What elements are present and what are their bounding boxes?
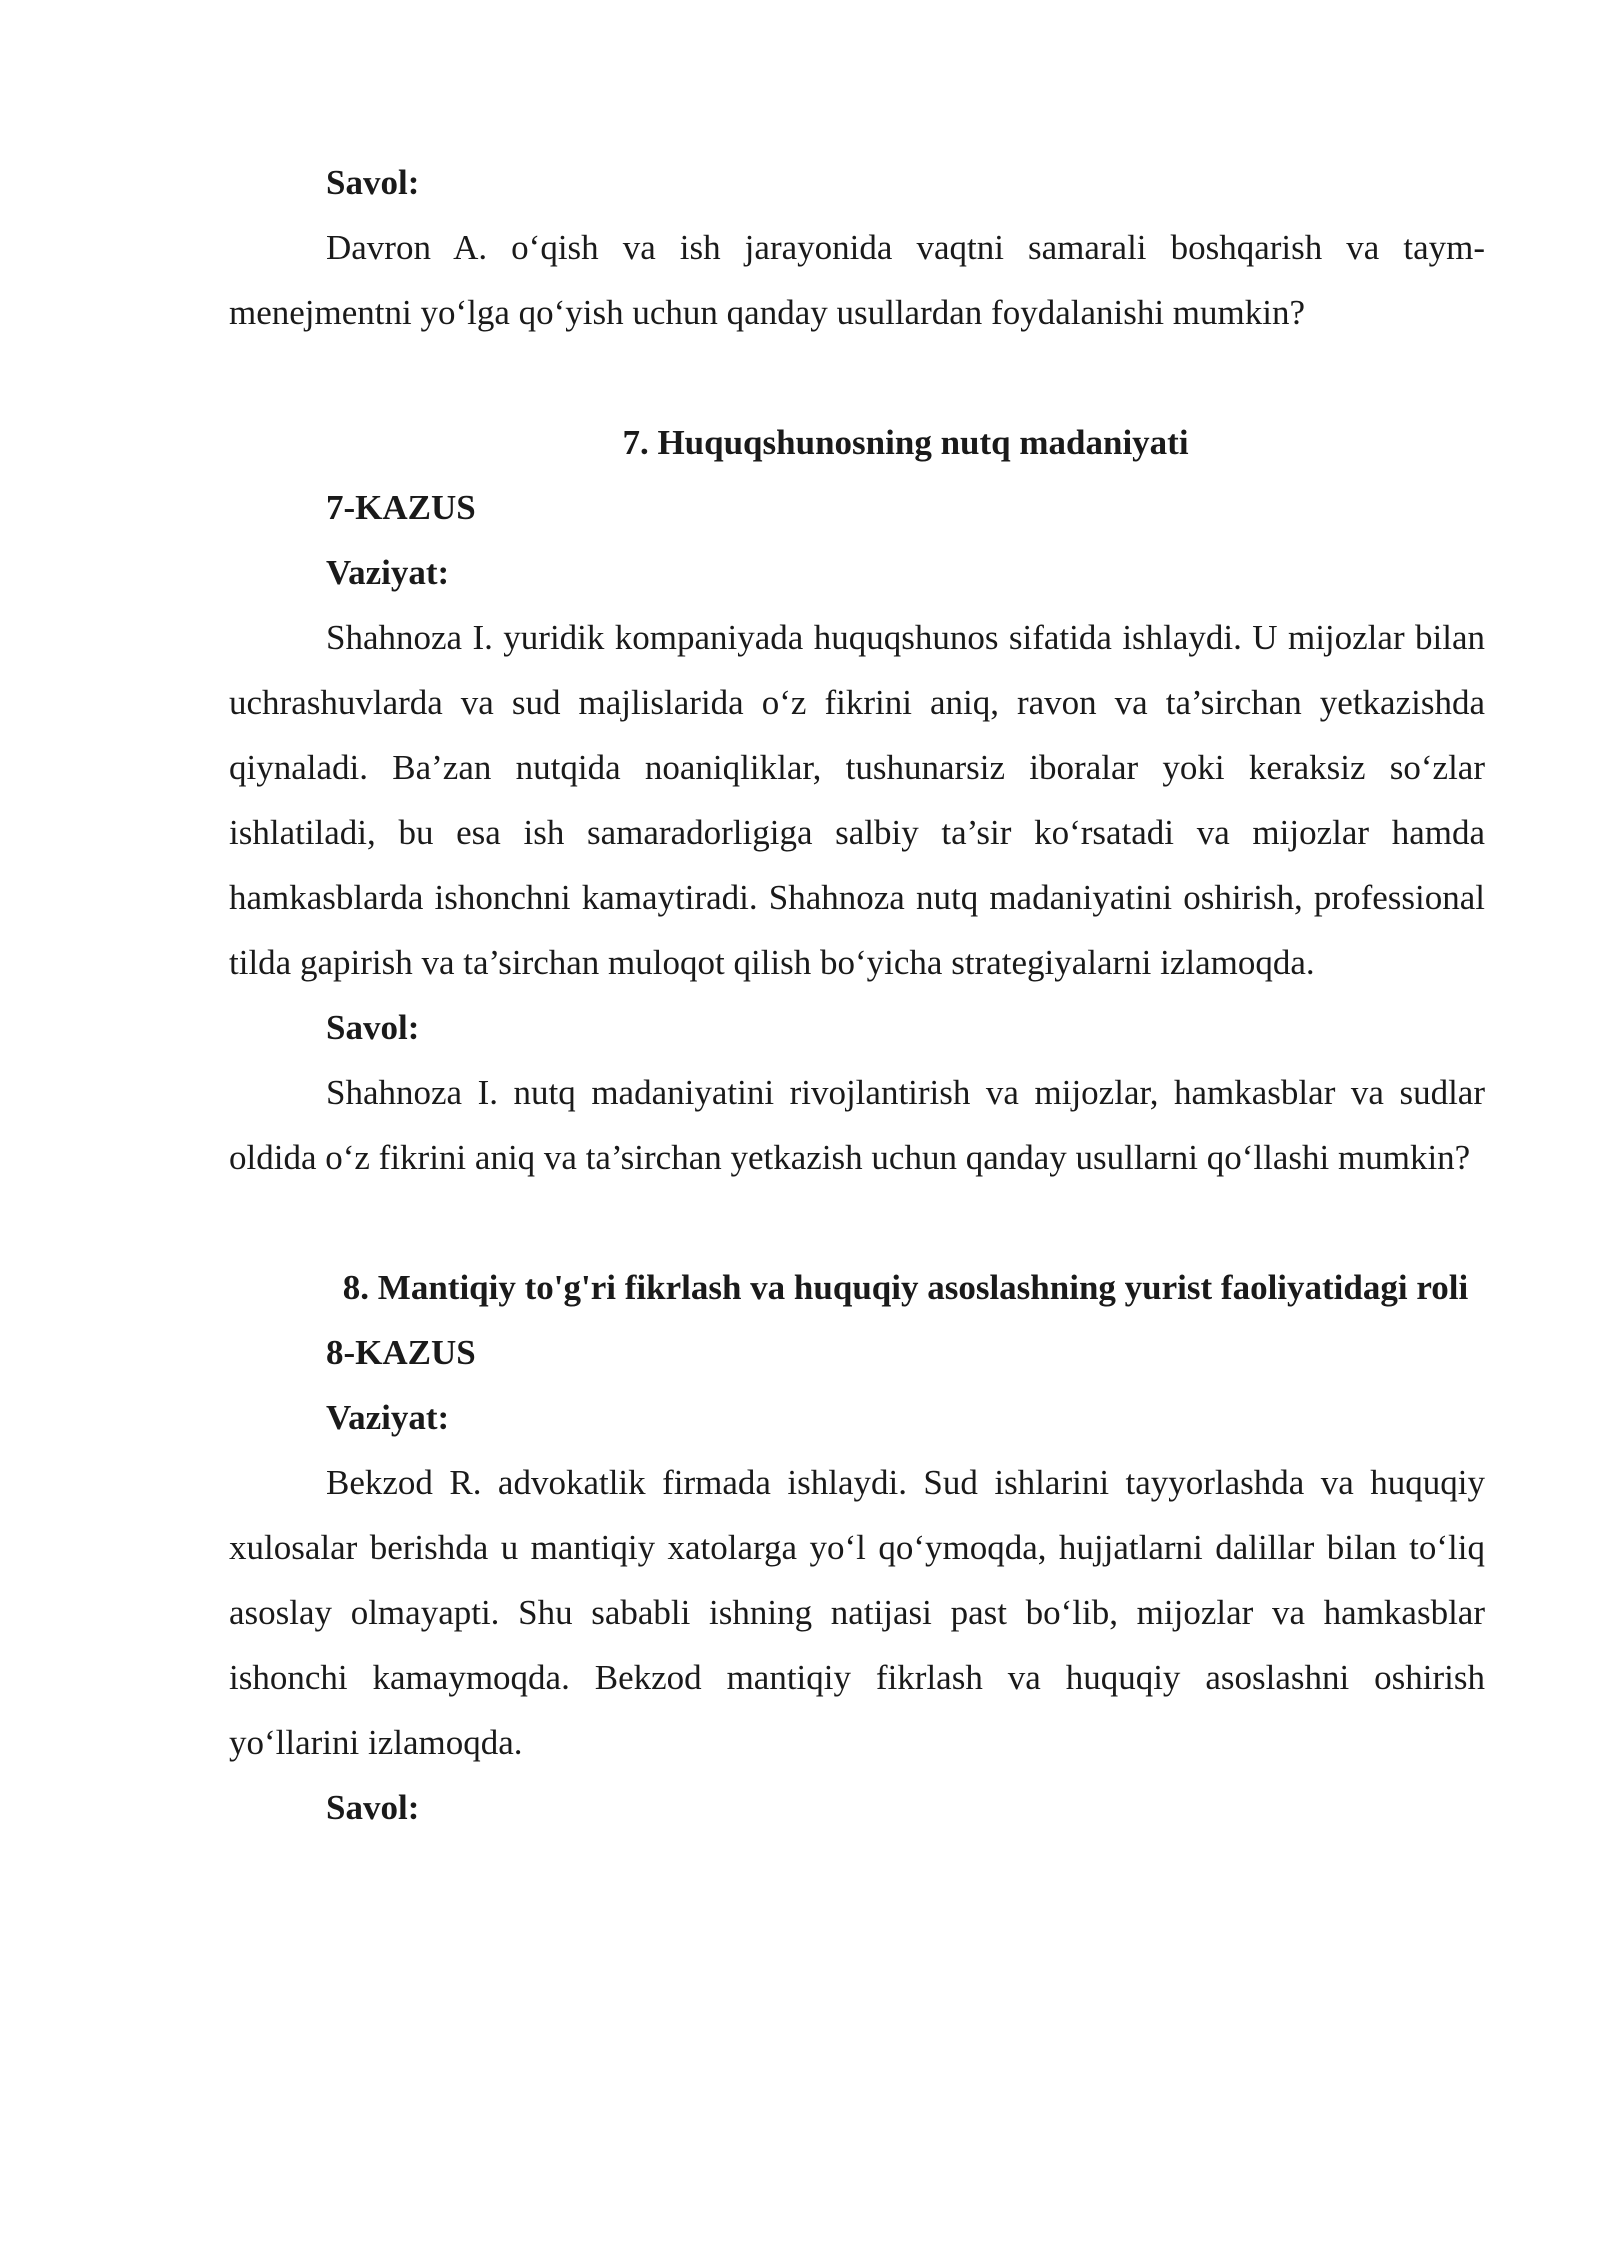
question-label-7: Savol:	[326, 1008, 420, 1047]
case-label-8: 8-KAZUS	[326, 1333, 476, 1372]
question-label-8: Savol:	[326, 1788, 420, 1827]
section-heading-7: 7. Huquqshunosning nutq madaniyati	[622, 423, 1189, 462]
situation-paragraph-7: Shahnoza I. yuridik kompaniyada huquqshunos sifatida ishlaydi. U mijozlar bilan uchrashuvlarda va sud majlislarida o‘z fikrini aniq, ravon va ta’sirchan yetkazishda qiynaladi. Ba’zan nutqida noaniqliklar, tushunarsiz iboralar yoki keraksiz so‘zlar ishlatiladi, bu esa ish samaradorligiga salbiy ta’sir ko‘rsatadi va mijozlar hamda hamkasblarda ishonchni kamaytiradi. Shahnoza nutq madaniyatini oshirish, professional tilda gapirish va ta’sirchan muloqot qilish bo‘yicha strategiyalarni izlamoqda.	[229, 618, 1485, 982]
situation-label-7: Vaziyat:	[326, 553, 450, 592]
case-label-7: 7-KAZUS	[326, 488, 476, 527]
situation-paragraph-8: Bekzod R. advokatlik firmada ishlaydi. Sud ishlarini tayyorlashda va huquqiy xulosalar berishda u mantiqiy xatolarga yo‘l qo‘ymoqda, hujjatlarni dalillar bilan to‘liq asoslay olmayapti. Shu sababli ishning natijasi past bo‘lib, mijozlar va hamkasblar ishonchi kamaymoqda. Bekzod mantiqiy fikrlash va huquqiy asoslashni oshirish yo‘llarini izlamoqda.	[229, 1463, 1485, 1762]
spacer	[229, 345, 1485, 410]
situation-label-8: Vaziyat:	[326, 1398, 450, 1437]
section-heading-8: 8. Mantiqiy to'g'ri fikrlash va huquqiy asoslashning yurist faoliyatidagi roli	[342, 1268, 1469, 1307]
question-label: Savol:	[326, 163, 420, 202]
document-body	[229, 150, 1485, 1840]
spacer	[229, 1190, 1485, 1255]
question-paragraph-7: Shahnoza I. nutq madaniyatini rivojlantirish va mijozlar, hamkasblar va sudlar oldida o‘z fikrini aniq va ta’sirchan yetkazish uchun qanday usullarni qo‘llashi mumkin?	[229, 1073, 1485, 1177]
question-paragraph: Davron A. o‘qish va ish jarayonida vaqtni samarali boshqarish va taym-menejmentni yo‘lga qo‘yish uchun qanday usullardan foydalanishi mumkin?	[229, 228, 1485, 332]
